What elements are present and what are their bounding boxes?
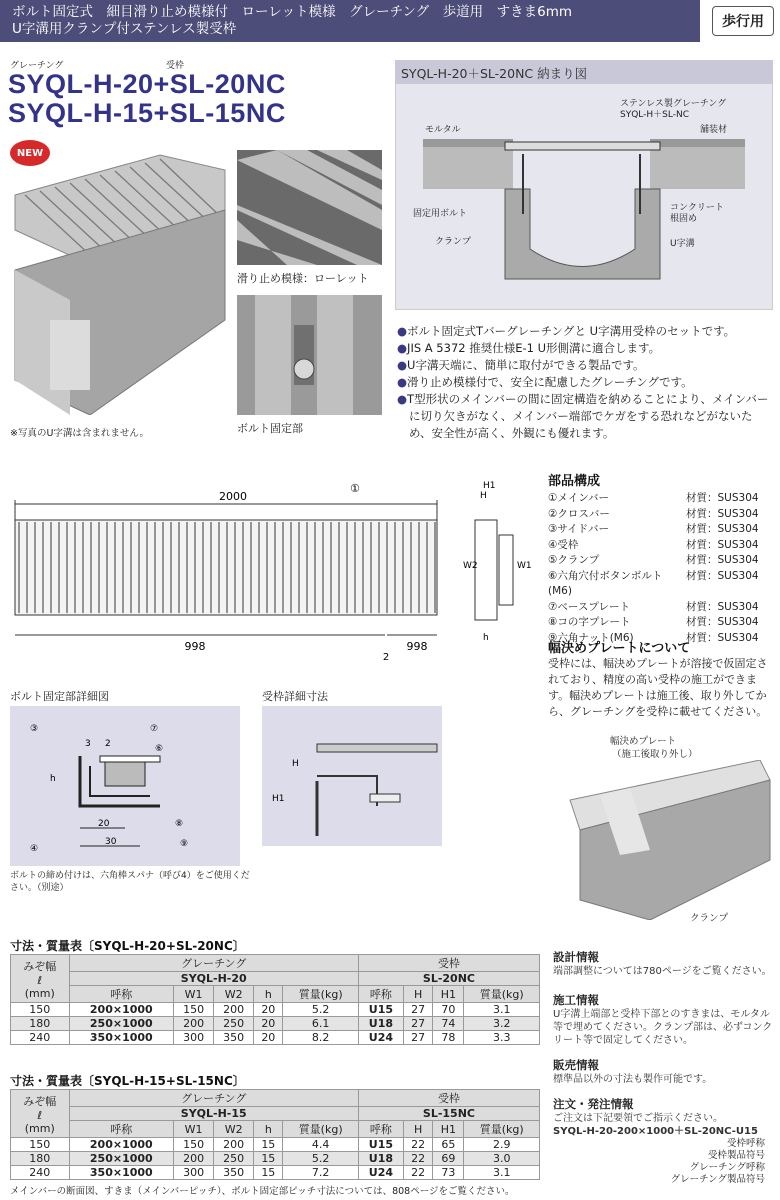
parts-item: ⑤クランプ 材質：SUS304 <box>548 554 759 566</box>
bolt-caption: ボルト固定部 <box>237 422 303 435</box>
svg-text:H1: H1 <box>483 481 496 491</box>
install-label-clamp: クランプ <box>435 237 472 247</box>
category-badge: 歩行用 <box>712 6 774 36</box>
parts-item: ②クロスバー 材質：SUS304 <box>548 507 759 520</box>
parts-item: ⑥六角穴付ボタンボルト(M6) 材質：SUS304 <box>548 569 759 597</box>
svg-text:H1: H1 <box>272 794 285 804</box>
svg-text:③: ③ <box>30 724 39 734</box>
parts-item: ⑧コの字プレート 材質：SUS304 <box>548 616 759 628</box>
width-plate-section <box>548 637 773 720</box>
features-list <box>397 323 775 442</box>
pattern-caption: 滑り止め模様：ローレット <box>237 272 369 285</box>
svg-text:2: 2 <box>105 739 111 749</box>
table2-title: 寸法・質量表〔SYQL-H-15+SL-15NC〕 <box>10 1074 245 1088</box>
svg-text:30: 30 <box>105 837 117 847</box>
photo-note: ※写真のU字溝は含まれません。 <box>10 428 149 439</box>
dim-length: 2000 <box>219 490 247 503</box>
bolt-photo <box>237 295 382 415</box>
svg-text:3: 3 <box>85 739 91 749</box>
pattern-photo <box>237 150 382 265</box>
frame-detail-panel <box>262 706 442 846</box>
install-label-bolt: 固定用ボルト <box>413 209 468 219</box>
install-label-ugutter: U字溝 <box>670 239 695 249</box>
parts-item: ①メインバー 材質：SUS304 <box>548 492 759 504</box>
table1-title: 寸法・質量表〔SYQL-H-20+SL-20NC〕 <box>10 939 245 953</box>
install-label-model: SYQL-H＋SL-NC <box>620 110 689 120</box>
header-line1: ボルト固定式 細目滑り止め模様付 ローレット模様 グレーチング 歩道用 すきま6mm <box>12 4 573 20</box>
header-banner <box>0 0 700 42</box>
svg-text:⑧: ⑧ <box>175 819 184 829</box>
feature-item: ●U字溝天端に、簡単に取付ができる製品です。 <box>397 358 645 372</box>
table2: みぞ幅 ℓ (mm) グレーチング 受枠 SYQL-H-15 SL-15NC 呼称 W1 W2 h 質量(kg) 呼称 H H1 質量(kg) 150 200×1000 150 200 15 4.4 U15 22 65 2.9 180 250×1000 200 250 15 5.2 U18 22 69 3.0 240 350×1000 300 350 15 7.2 U24 22 73 3.1 <box>10 1089 540 1180</box>
parts-title: 部品構成 <box>548 474 601 489</box>
plan-drawing <box>5 480 540 665</box>
install-drawing <box>395 84 773 310</box>
svg-text:h: h <box>483 633 489 643</box>
svg-text:⑨: ⑨ <box>180 839 189 849</box>
grating-label: グレーチング <box>10 61 64 71</box>
dim-half-left: 998 <box>184 640 206 653</box>
product-photo <box>10 150 228 415</box>
table-row: 150 200×1000 150 200 15 4.4 U15 22 65 2.9 <box>11 1138 540 1152</box>
install-label-concrete: コンクリート <box>670 203 724 213</box>
install-label-paving: 舗装材 <box>700 125 728 135</box>
parts-section <box>548 470 776 646</box>
svg-text:20: 20 <box>98 819 110 829</box>
width-plate-label2: （施工後取り外し） <box>612 749 698 760</box>
svg-text:W2: W2 <box>463 561 478 571</box>
svg-text:⑥: ⑥ <box>155 744 164 754</box>
feature-item: ●ボルト固定式Tバーグレーチングと U字溝用受枠のセットです。 <box>397 324 736 338</box>
table-row: 240 350×1000 300 350 20 8.2 U24 27 78 3.3 <box>11 1031 540 1045</box>
clamp-label: クランプ <box>690 913 729 924</box>
svg-text:h: h <box>50 774 56 784</box>
bolt-detail-drawing <box>10 706 240 866</box>
frame-label: 受枠 <box>166 61 185 71</box>
width-plate-title: 幅決めプレートについて <box>548 641 691 656</box>
dim-half-right: 998 <box>406 640 428 653</box>
new-badge: NEW <box>10 140 50 166</box>
install-label-grating: ステンレス製グレーチング <box>620 99 727 109</box>
bolt-detail-title: ボルト固定部詳細図 <box>10 690 109 703</box>
parts-item: ⑨六角ナット(M6) 材質：SUS304 <box>548 631 759 644</box>
bolt-detail-panel <box>10 706 240 866</box>
table-row: 240 350×1000 300 350 15 7.2 U24 22 73 3.1 <box>11 1166 540 1180</box>
dim-gap: 2 <box>382 652 390 663</box>
table-row: 150 200×1000 150 200 20 5.2 U15 27 70 3.1 <box>11 1003 540 1017</box>
info-panel: 設計情報 端部調整については780ページをご覧ください。 施工情報 U字溝上端部と受枠下部とのすきまは、モルタル等で埋めてください。クランプ部は、必ずコンクリート等で固定してください。 販売情報 標準品以外の寸法も製作可能です。 注文・発注情報 ご注文は下記要領でご指示ください。 SYQL-H-20-200×1000＋SL-20NC-U15 受枠呼称 受枠製品符号 グレーチング呼称 グレーチング製品符号 <box>553 950 773 1185</box>
feature-item: ●滑り止め模様付で、安全に配慮したグレーチングです。 <box>397 375 693 389</box>
svg-text:④: ④ <box>30 844 39 854</box>
install-label-base: 根固め <box>670 214 698 224</box>
product-title-1: SYQL-H-20+SL-20NC <box>8 69 286 99</box>
header-line2: U字溝用クランプ付ステンレス製受枠 <box>12 21 237 37</box>
feature-item: ●JIS A 5372 推奨仕様E-1 U形側溝に適合します。 <box>397 341 661 355</box>
frame-photo <box>560 760 775 920</box>
width-plate-label: 幅決めプレート <box>610 736 677 747</box>
svg-text:W1: W1 <box>517 561 532 571</box>
product-title-2: SYQL-H-15+SL-15NC <box>8 98 286 128</box>
table1: みぞ幅 ℓ (mm) グレーチング 受枠 SYQL-H-20 SL-20NC 呼称 W1 W2 h 質量(kg) 呼称 H H1 質量(kg) 150 200×1000 150 200 20 5.2 U15 27 70 3.1 180 250×1000 200 250 20 6.1 U18 27 74 3.2 240 350×1000 300 350 20 8.2 U24 27 78 3.3 <box>10 954 540 1045</box>
parts-item: ③サイドバー 材質：SUS304 <box>548 523 759 535</box>
width-plate-body: 受枠には、幅決めプレートが溶接で仮固定されており、精度の高い受枠の施工ができます。幅決めプレートは施工後、取り外してから、グレーチングを受枠に載せてください。 <box>548 657 768 718</box>
frame-detail-title: 受枠詳細寸法 <box>262 690 328 703</box>
bolt-detail-note: ボルトの締め付けは、六角棒スパナ（呼び4）をご使用ください。（別途） <box>10 871 250 893</box>
table-row: 180 250×1000 200 250 15 5.2 U18 22 69 3.0 <box>11 1152 540 1166</box>
parts-item: ⑦ベースプレート 材質：SUS304 <box>548 600 759 613</box>
svg-text:⑦: ⑦ <box>150 724 159 734</box>
callout-1: ① <box>350 482 360 495</box>
svg-text:H: H <box>480 491 487 501</box>
parts-item: ④受枠 材質：SUS304 <box>548 538 759 551</box>
footnote: メインバーの断面図、すきま（メインバーピッチ）、ボルト固定部ピッチ寸法については、808ページをご覧ください。 <box>10 1186 515 1197</box>
install-drawing-title: SYQL-H-20＋SL-20NC 納まり図 <box>395 60 773 84</box>
frame-detail-drawing <box>262 706 442 846</box>
table-row: 180 250×1000 200 250 20 6.1 U18 27 74 3.2 <box>11 1017 540 1031</box>
feature-item: ●T型形状のメインバーの間に固定構造を納めることにより、メインバーに切り欠きがなく、メインバー端部でケガをする恐れなどがないため、安全性が高く、外観にも優れます。 <box>397 392 769 440</box>
svg-text:H: H <box>292 759 299 769</box>
install-label-mortar: モルタル <box>425 125 461 135</box>
